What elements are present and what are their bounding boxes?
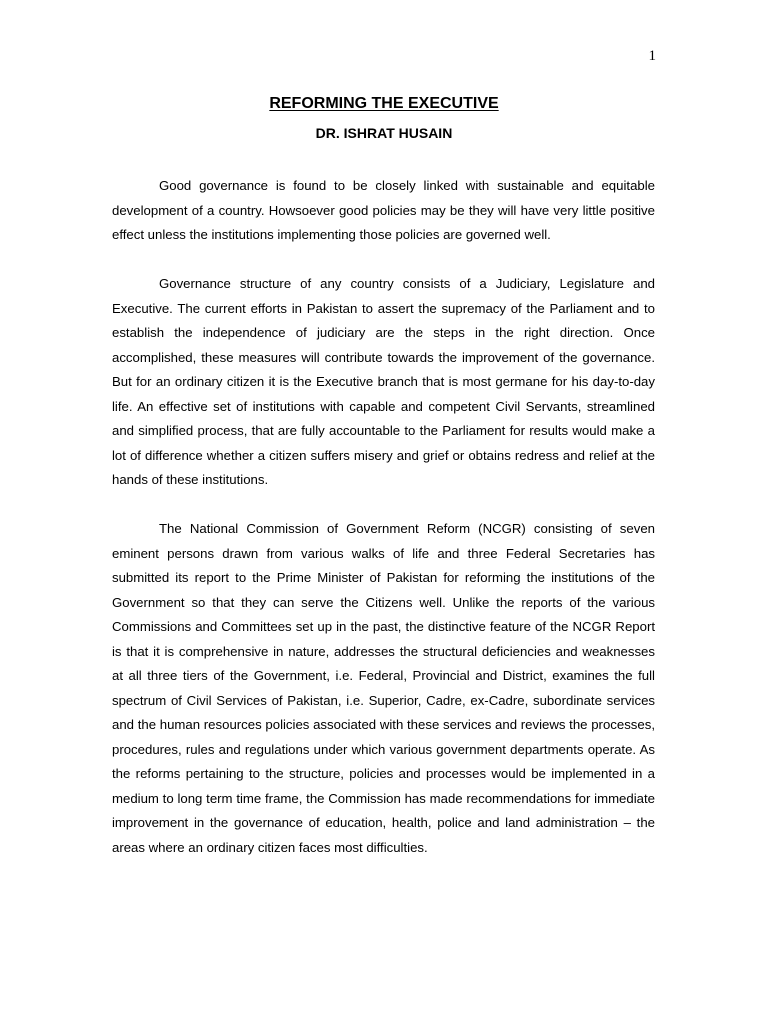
document-title: REFORMING THE EXECUTIVE: [269, 95, 499, 112]
paragraph: Governance structure of any country consists of a Judiciary, Legislature and Executive. The current efforts in Pakistan to assert the supremacy of the Parliament and to establish the independence of judiciary are the steps in the right direction. Once accomplished, these measures will contribute towards the improvement of the governance. But for an ordinary citizen it is the Executive branch that is most germane for his day-to-day life. An effective set of institutions with capable and competent Civil Servants, streamlined and simplified process, that are fully accountable to the Parliament for results would make a lot of difference whether a citizen suffers misery and grief or obtains redress and relief at the hands of these institutions.: [112, 276, 655, 487]
document-body: [112, 174, 655, 885]
document-author: DR. ISHRAT HUSAIN: [315, 125, 453, 141]
paragraph: The National Commission of Government Reform (NCGR) consisting of seven eminent persons drawn from various walks of life and three Federal Secretaries has submitted its report to the Prime Minister of Pakistan for reforming the institutions of the Government so that they can serve the Citizens well. Unlike the reports of the various Commissions and Committees set up in the past, the distinctive feature of the NCGR Report is that it is comprehensive in nature, addresses the structural deficiencies and weaknesses at all three tiers of the Government, i.e. Federal, Provincial and District, examines the full spectrum of Civil Services of Pakistan, i.e. Superior, Cadre, ex-Cadre, subordinate services and the human resources policies associated with these services and reviews the processes, procedures, rules and regulations under which various government departments operate. As the reforms pertaining to the structure, policies and processes would be implemented in a medium to long term time frame, the Commission has made recommendations for immediate improvement in the governance of education, health, police and land administration – the areas where an ordinary citizen faces most difficulties.: [112, 521, 655, 855]
paragraph: Good governance is found to be closely linked with sustainable and equitable development of a country. Howsoever good policies may be they will have very little positive effect unless the institutions implementing those policies are governed well.: [112, 178, 655, 242]
page-number: 1: [648, 48, 656, 64]
